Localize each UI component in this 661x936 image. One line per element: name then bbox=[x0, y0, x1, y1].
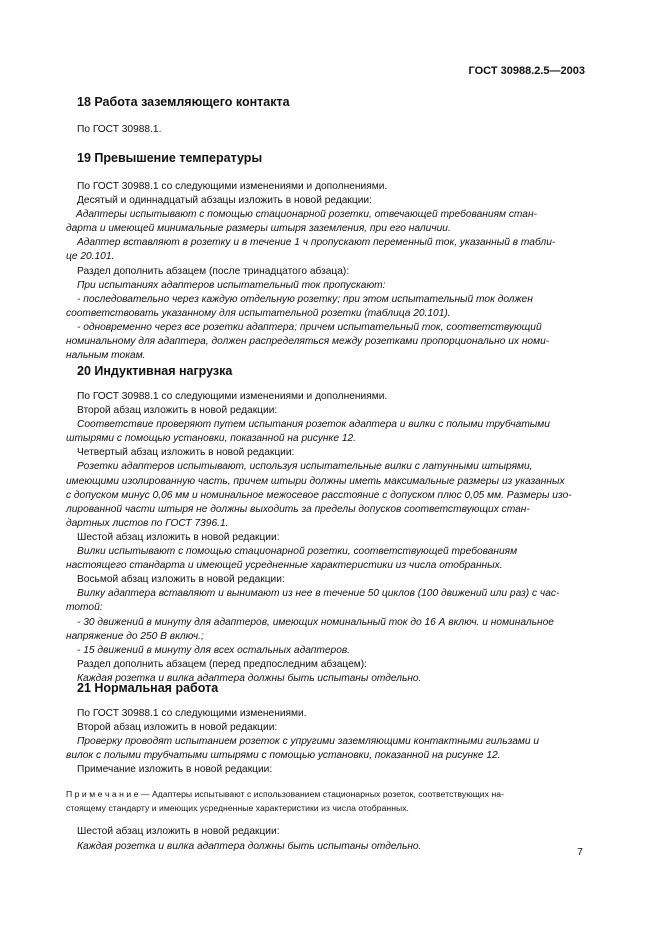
list-item-line: номинальному для адаптера, должен распределяться между розетками пропорционально их номи- bbox=[66, 336, 550, 348]
paragraph: Четвертый абзац изложить в новой редакции: bbox=[77, 447, 295, 459]
document-header: ГОСТ 30988.2.5—2003 bbox=[468, 65, 585, 77]
paragraph-line: Адаптеры испытывают с помощью стационарной розетки, отвечающей требованиям стан- bbox=[76, 209, 537, 221]
list-item-line: - одновременно через все розетки адаптера; причем испытательный ток, соответствующий bbox=[77, 321, 542, 333]
paragraph-line: Вилки испытывают с помощью стационарной розетки, соответствующей требованиям bbox=[77, 546, 518, 558]
section-18-title: 18 Работа заземляющего контакта bbox=[77, 95, 290, 109]
paragraph-line: вилок с полыми трубчатыми штырями с помощью установки, показанной на рисунке 12. bbox=[66, 750, 501, 762]
paragraph-line: Проверку проводят испытанием розеток с упругими заземляющими контактными гильзами и bbox=[77, 736, 540, 748]
paragraph: По ГОСТ 30988.1 со следующими изменениями. bbox=[77, 708, 307, 719]
list-item-line: - 30 движений в минуту для адаптеров, имеющих номинальный ток до 16 А включ. и номинальное bbox=[77, 616, 554, 628]
paragraph: Второй абзац изложить в новой редакции: bbox=[77, 722, 278, 734]
section-19-body bbox=[66, 180, 583, 363]
paragraph-line: дартных листов по ГОСТ 7396.1. bbox=[66, 517, 229, 529]
paragraph: Десятый и одиннадцатый абзацы изложить в новой редакции: bbox=[77, 195, 372, 207]
note-line: стоящему стандарту и имеющих усредненные характеристики из числа отобранных. bbox=[66, 803, 409, 814]
paragraph-line: настоящего стандарта и имеющей усредненные характеристики из числа отобранных. bbox=[66, 560, 503, 572]
paragraph: Восьмой абзац изложить в новой редакции: bbox=[77, 574, 285, 586]
paragraph: По ГОСТ 30988.1 со следующими изменениями и дополнениями. bbox=[77, 181, 388, 192]
section-20-body bbox=[66, 390, 583, 686]
paragraph-line: тотой: bbox=[66, 602, 103, 614]
paragraph-line: Розетки адаптеров испытывают, используя испытательные вилки с латунными штырями, bbox=[77, 461, 533, 473]
paragraph: Раздел дополнить абзацем (после тринадцатого абзаца): bbox=[77, 265, 350, 277]
section-19-title: 19 Превышение температуры bbox=[77, 151, 263, 165]
paragraph: При испытаниях адаптеров испытательный ток пропускают: bbox=[77, 279, 386, 291]
paragraph-line: це 20.101. bbox=[66, 251, 115, 263]
paragraph-line: Вилку адаптера вставляют и вынимают из нее в течение 50 циклов (100 движений или раз) с час- bbox=[77, 588, 560, 600]
list-item-line: напряжение до 250 В включ.; bbox=[66, 630, 204, 642]
section-20-title: 20 Индуктивная нагрузка bbox=[77, 364, 233, 378]
paragraph-line: Соответствие проверяют путем испытания розеток адаптера и вилки с полыми трубчатыми bbox=[77, 419, 550, 431]
paragraph: По ГОСТ 30988.1 со следующими изменениями и дополнениями. bbox=[77, 391, 388, 402]
paragraph-line: дарта и имеющей минимальные размеры штыря заземления, при его наличии. bbox=[66, 223, 451, 235]
paragraph: Второй абзац изложить в новой редакции: bbox=[77, 405, 278, 417]
paragraph: Примечание изложить в новой редакции: bbox=[77, 764, 273, 776]
paragraph-line: Адаптер вставляют в розетку и в течение 1 ч пропускают переменный ток, указанный в табли- bbox=[77, 237, 556, 249]
section-18-body bbox=[77, 123, 583, 137]
paragraph-line: имеющими изолированную часть, причем штыри должны иметь максимальные размеры из указанных bbox=[66, 475, 565, 487]
section-21-title: 21 Нормальная работа bbox=[77, 681, 219, 695]
section-21-body bbox=[66, 707, 583, 854]
paragraph-line: штырями с помощью установки, показанной на рисунке 12. bbox=[66, 433, 356, 445]
list-item-line: соответствовать указанному для испытательной розетки (таблица 20.101). bbox=[66, 307, 451, 319]
paragraph: Каждая розетка и вилка адаптера должны быть испытаны отдельно. bbox=[77, 840, 422, 852]
note-line: П р и м е ч а н и е — Адаптеры испытывают с использованием стационарных розеток, соответствующих на- bbox=[66, 789, 504, 800]
page-number: 7 bbox=[577, 846, 583, 858]
paragraph-line: с допуском минус 0,06 мм и номинальное межосевое расстояние с допуском плюс 0,05 мм. Размеры изо- bbox=[66, 489, 572, 501]
list-item-line: нальным токам. bbox=[66, 350, 146, 362]
paragraph: Шестой абзац изложить в новой редакции: bbox=[77, 531, 280, 543]
paragraph: Раздел дополнить абзацем (перед предпоследним абзацем): bbox=[77, 658, 367, 670]
paragraph: Каждая розетка и вилка адаптера должны быть испытаны отдельно. bbox=[77, 672, 422, 684]
paragraph: По ГОСТ 30988.1. bbox=[77, 124, 162, 135]
list-item-line: - последовательно через каждую отдельную розетку; при этом испытательный ток должен bbox=[77, 293, 533, 305]
paragraph-line: лированной части штыря не должны выходить за пределы допусков соответствующих стан- bbox=[66, 503, 530, 515]
list-item: - 15 движений в минуту для всех остальных адаптеров. bbox=[77, 644, 351, 656]
paragraph: Шестой абзац изложить в новой редакции: bbox=[77, 826, 280, 838]
